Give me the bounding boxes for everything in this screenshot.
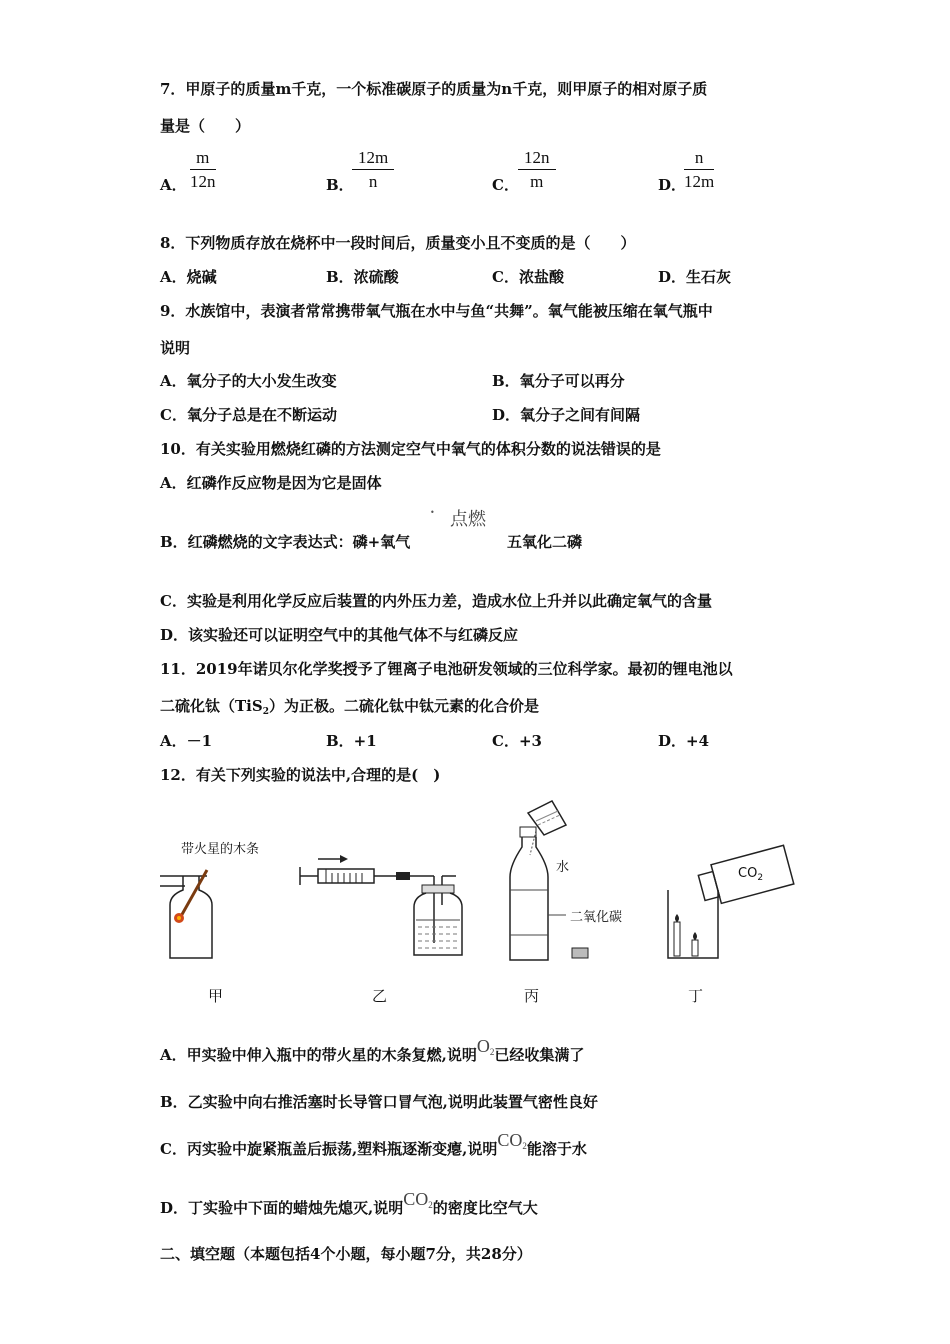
jia-gas-bottle-figure	[155, 860, 225, 965]
q9-line1: 9．水族馆中，表演者常常携带氧气瓶在水中与鱼“共舞”。氧气能被压缩在氧气瓶中	[160, 302, 713, 320]
bing-plastic-bottle-figure	[500, 795, 595, 970]
q12-option-c-text: C．丙实验中旋紧瓶盖后振荡,塑料瓶逐渐变瘪,说明	[160, 1140, 498, 1158]
q12-option-d-formula	[403, 1189, 433, 1209]
formula-main: CO	[497, 1130, 523, 1150]
formula-subscript: 2	[489, 1047, 495, 1057]
reaction-condition: 点燃	[450, 509, 486, 529]
fraction-denominator: m	[530, 172, 544, 191]
q7-option-c-fraction	[518, 147, 556, 194]
q12-option-a-text-end: 已经收集满了	[494, 1046, 585, 1064]
q7-option-c-label: C．	[492, 176, 519, 194]
q12-option-d-text: D．丁实验中下面的蜡烛先熄灭,说明	[160, 1199, 404, 1217]
fraction-denominator: 12m	[684, 172, 715, 191]
q9-option-d: D．氧分子之间有间隔	[492, 406, 641, 424]
figure-label-ding: 丁	[688, 987, 704, 1005]
q7-option-d-label: D．	[658, 176, 687, 194]
q11-line2-b: ）为正极。二硫化钛中钛元素的化合价是	[268, 697, 539, 715]
q12-option-a-text: A．甲实验中伸入瓶中的带火星的木条复燃,说明	[160, 1046, 477, 1064]
q11-option-b: B．+1	[326, 732, 377, 750]
q10-option-a: A．红磷作反应物是因为它是固体	[160, 474, 382, 492]
q8-option-a: A．烧碱	[160, 268, 217, 286]
q7-option-b-label: B．	[326, 176, 354, 194]
q11-line2-a: 二硫化钛（TiS	[160, 697, 263, 715]
fraction-numerator: 12m	[352, 147, 394, 170]
q7-option-d-fraction	[684, 147, 714, 194]
fraction-numerator: 12n	[518, 147, 556, 170]
formula-main: O	[476, 1036, 490, 1056]
fraction-numerator: m	[190, 147, 216, 170]
formula-subscript: 2	[428, 1200, 433, 1210]
q12-option-a-formula	[477, 1036, 495, 1056]
q10-option-d: D．该实验还可以证明空气中的其他气体不与红磷反应	[160, 626, 519, 644]
ding-co2-label	[738, 866, 763, 883]
q12-option-d	[160, 1189, 538, 1218]
q11-line1: 11．2019年诺贝尔化学奖授予了锂离子电池研发领域的三位科学家。最初的锂电池以	[160, 660, 733, 678]
q8-option-d: D．生石灰	[658, 268, 732, 286]
figure-label-jia: 甲	[208, 987, 224, 1005]
q9-option-b: B．氧分子可以再分	[492, 372, 625, 390]
formula-subscript: 2	[522, 1141, 527, 1151]
q9-option-c: C．氧分子总是在不断运动	[160, 406, 337, 424]
ding-beaker-figure	[660, 840, 795, 965]
q12-option-a	[160, 1036, 585, 1065]
q10-option-c: C．实验是利用化学反应后装置的内外压力差，造成水位上升并以此确定氧气的含量	[160, 592, 712, 610]
q11-line2-subscript: 2	[262, 707, 269, 717]
q11-option-d: D．+4	[658, 732, 710, 750]
formula-main: CO	[403, 1189, 429, 1209]
fraction-numerator: n	[684, 147, 714, 170]
q8-option-b: B．浓硫酸	[326, 268, 399, 286]
section-2-heading: 二、填空题（本题包括4个小题，每小题7分，共28分）	[160, 1245, 532, 1263]
q10-option-b-left: B．红磷燃烧的文字表达式：磷+氧气	[160, 533, 411, 551]
q7-option-a-label: A．	[160, 176, 187, 194]
q7-line2: 量是（ ）	[160, 117, 251, 135]
q8-stem: 8．下列物质存放在烧杯中一段时间后，质量变小且不变质的是（ ）	[160, 234, 636, 252]
jia-wood-label: 带火星的木条	[181, 842, 260, 857]
q7-option-a-fraction	[190, 147, 216, 194]
figure-label-yi: 乙	[372, 987, 388, 1005]
q10-option-b-right: 五氧化二磷	[507, 533, 583, 551]
figure-label-bing: 丙	[524, 987, 540, 1005]
yi-syringe-figure	[296, 855, 471, 965]
bing-co2-label: 二氧化碳	[570, 910, 623, 925]
ding-co2-text: CO	[738, 866, 758, 881]
reaction-dot-icon: •	[430, 508, 435, 517]
q11-line2	[160, 695, 539, 717]
q12-option-d-text-end: 的密度比空气大	[432, 1199, 538, 1217]
q8-option-c: C．浓盐酸	[492, 268, 564, 286]
q12-option-c-formula	[497, 1130, 527, 1150]
q9-option-a: A．氧分子的大小发生改变	[160, 372, 337, 390]
q12-stem: 12．有关下列实验的说法中,合理的是( )	[160, 766, 441, 784]
q11-option-a: A．－1	[160, 732, 213, 750]
q9-line2: 说明	[160, 339, 191, 357]
bing-water-label: 水	[556, 860, 570, 875]
q7-option-b-fraction	[352, 147, 394, 194]
q12-option-c-text-end: 能溶于水	[526, 1140, 587, 1158]
ding-co2-subscript: 2	[757, 873, 764, 883]
fraction-denominator: n	[368, 172, 378, 191]
q12-option-c	[160, 1130, 587, 1159]
q7-line1: 7．甲原子的质量m千克，一个标准碳原子的质量为n千克，则甲原子的相对原子质	[160, 80, 708, 98]
q11-option-c: C．+3	[492, 732, 542, 750]
q10-stem: 10．有关实验用燃烧红磷的方法测定空气中氧气的体积分数的说法错误的是	[160, 440, 661, 458]
fraction-denominator: 12n	[190, 172, 216, 191]
q12-option-b: B．乙实验中向右推活塞时长导管口冒气泡,说明此装置气密性良好	[160, 1093, 598, 1111]
